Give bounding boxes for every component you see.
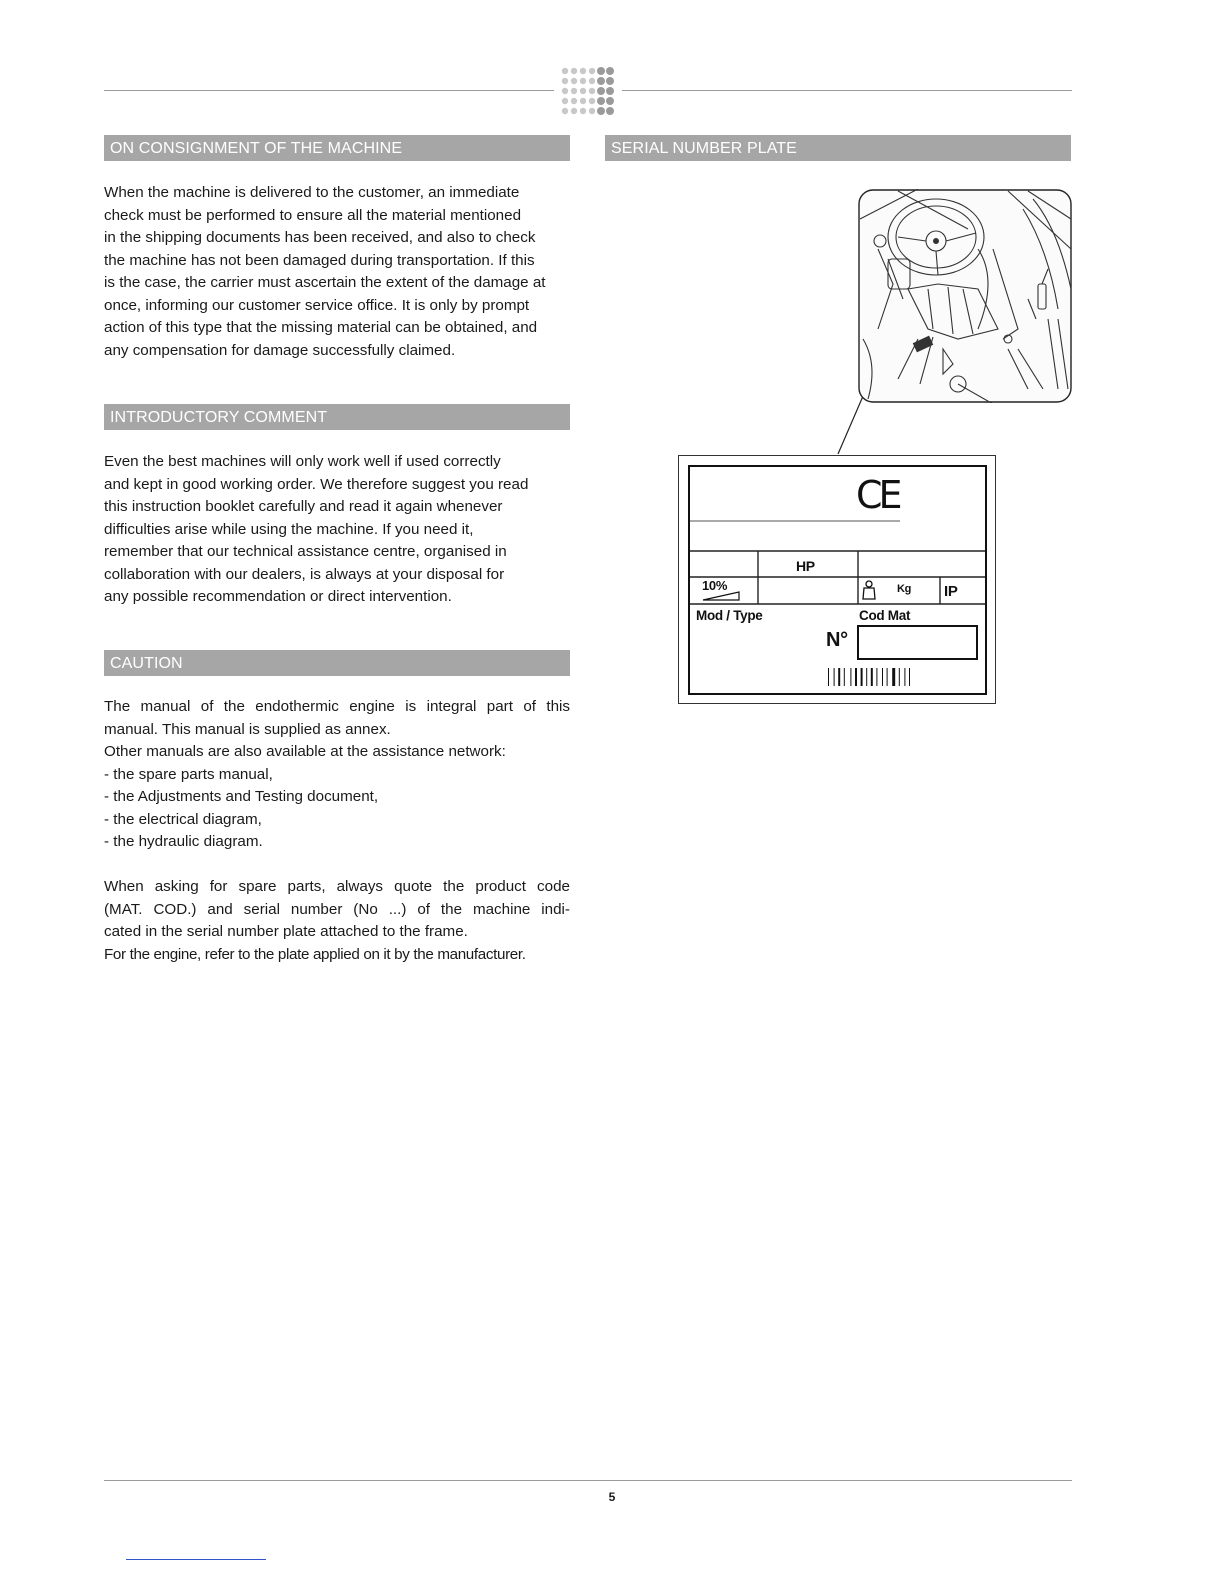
- caution-paragraph: [104, 696, 570, 854]
- text-line: difficulties arise while using the machine. If you need it,: [104, 520, 474, 538]
- page-number: 5: [608, 1490, 616, 1504]
- text-line: - the electrical diagram,: [104, 810, 262, 828]
- text-line: Even the best machines will only work well if used correctly: [104, 453, 501, 470]
- number-label: N°: [826, 629, 848, 651]
- introductory-paragraph: [104, 451, 570, 609]
- header-rule-right: [622, 90, 1072, 91]
- spare-parts-paragraph: [104, 876, 570, 966]
- text-line: action of this type that the missing material can be obtained, and: [104, 319, 538, 336]
- serial-number-plate: [678, 455, 996, 704]
- text-line: cated in the serial number plate attached to the frame.: [104, 923, 468, 940]
- text-line: (MAT. COD.) and serial number (No ...) of the machine indi-: [104, 900, 570, 918]
- ip-label: IP: [944, 583, 958, 600]
- text-line: collaboration with our dealers, is always at your disposal for: [104, 565, 505, 583]
- dot-grid-logo-icon: [560, 66, 616, 118]
- text-line: any possible recommendation or direct intervention.: [104, 588, 452, 605]
- plate-frame: [688, 465, 987, 695]
- section-header-caution: CAUTION: [104, 650, 570, 676]
- mod-type-label: Mod / Type: [696, 608, 763, 623]
- consignment-paragraph: [104, 182, 570, 362]
- machine-dashboard-illustration-icon: [858, 189, 1072, 403]
- text-line: The manual of the endothermic engine is integral part of this: [104, 698, 570, 715]
- text-line: - the Adjustments and Testing document,: [104, 788, 379, 805]
- text-line: this instruction booklet carefully and read it again whenever: [104, 498, 503, 515]
- slope-icon: [702, 591, 740, 601]
- ce-mark: CE: [856, 473, 899, 517]
- weight-icon: [862, 580, 876, 600]
- text-line: is the case, the carrier must ascertain the extent of the damage at: [104, 274, 546, 291]
- text-line: When the machine is delivered to the customer, an immediate: [104, 184, 520, 201]
- text-line: in the shipping documents has been received, and also to check: [104, 229, 536, 246]
- text-line: When asking for spare parts, always quote the product code: [104, 878, 570, 895]
- section-header-consignment: ON CONSIGNMENT OF THE MACHINE: [104, 135, 570, 161]
- text-line: For the engine, refer to the plate applied on it by the manufacturer.: [104, 945, 526, 963]
- footer-rule: [104, 1480, 1072, 1481]
- serial-number-box: [857, 625, 978, 660]
- section-header-serial-plate: SERIAL NUMBER PLATE: [605, 135, 1071, 161]
- text-line: once, informing our customer service office. It is only by prompt: [104, 296, 530, 314]
- text-line: manual. This manual is supplied as annex.: [104, 720, 391, 738]
- text-line: any compensation for damage successfully claimed.: [104, 341, 456, 359]
- link-underline: [126, 1559, 266, 1560]
- section-header-introductory: INTRODUCTORY COMMENT: [104, 404, 570, 430]
- header-rule-left: [104, 90, 554, 91]
- text-line: check must be performed to ensure all the material mentioned: [104, 206, 522, 224]
- barcode-icon: [826, 667, 938, 687]
- text-line: Other manuals are also available at the assistance network:: [104, 743, 506, 760]
- hp-label: HP: [796, 558, 815, 574]
- slope-label: 10%: [702, 578, 728, 593]
- cod-mat-label: Cod Mat: [859, 608, 911, 623]
- kg-label: Kg: [897, 583, 912, 595]
- text-line: and kept in good working order. We therefore suggest you read: [104, 475, 529, 493]
- text-line: remember that our technical assistance centre, organised in: [104, 543, 507, 560]
- text-line: - the hydraulic diagram.: [104, 833, 263, 850]
- text-line: the machine has not been damaged during transportation. If this: [104, 251, 535, 269]
- text-line: - the spare parts manual,: [104, 765, 273, 783]
